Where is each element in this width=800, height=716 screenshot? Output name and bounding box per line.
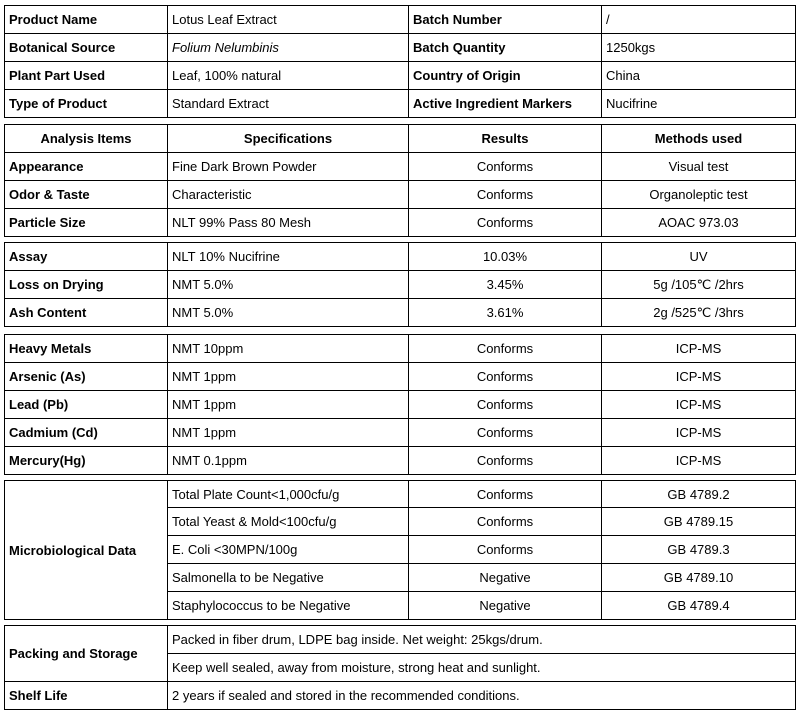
row-method: ICP-MS <box>602 335 796 363</box>
row-spec: NMT 0.1ppm <box>168 447 409 475</box>
plant-part-label: Plant Part Used <box>5 62 168 90</box>
table-row <box>5 335 796 363</box>
table-row <box>5 481 796 508</box>
markers-value: Nucifrine <box>602 90 796 118</box>
row-result: Conforms <box>409 209 602 237</box>
row-method: 2g /525℃ /3hrs <box>602 299 796 327</box>
row-spec: NLT 10% Nucifrine <box>168 243 409 271</box>
batch-quantity-label: Batch Quantity <box>409 34 602 62</box>
batch-number-label: Batch Number <box>409 6 602 34</box>
column-header-row <box>5 125 796 153</box>
packing-storage-label: Packing and Storage <box>5 626 168 682</box>
table-row <box>5 6 796 34</box>
row-item: Assay <box>5 243 168 271</box>
batch-number-value: / <box>602 6 796 34</box>
row-result: Conforms <box>409 335 602 363</box>
col-results: Results <box>409 125 602 153</box>
product-name-value: Lotus Leaf Extract <box>168 6 409 34</box>
table-row <box>5 299 796 327</box>
row-result: Negative <box>409 564 602 592</box>
row-method: ICP-MS <box>602 447 796 475</box>
micro-label: Microbiological Data <box>5 481 168 620</box>
row-spec: NMT 10ppm <box>168 335 409 363</box>
product-name-label: Product Name <box>5 6 168 34</box>
row-spec: Characteristic <box>168 181 409 209</box>
col-analysis-items: Analysis Items <box>5 125 168 153</box>
row-method: GB 4789.2 <box>602 481 796 508</box>
table-row <box>5 153 796 181</box>
row-spec: Staphylococcus to be Negative <box>168 592 409 620</box>
row-spec: NMT 5.0% <box>168 271 409 299</box>
row-method: GB 4789.15 <box>602 508 796 536</box>
row-result: Conforms <box>409 536 602 564</box>
table-row <box>5 419 796 447</box>
col-specifications: Specifications <box>168 125 409 153</box>
row-spec: Fine Dark Brown Powder <box>168 153 409 181</box>
row-result: Conforms <box>409 447 602 475</box>
row-method: ICP-MS <box>602 363 796 391</box>
row-method: ICP-MS <box>602 391 796 419</box>
country-value: China <box>602 62 796 90</box>
table-row <box>5 243 796 271</box>
row-method: AOAC 973.03 <box>602 209 796 237</box>
row-result: 3.45% <box>409 271 602 299</box>
table-row <box>5 626 796 654</box>
row-spec: Salmonella to be Negative <box>168 564 409 592</box>
row-item: Mercury(Hg) <box>5 447 168 475</box>
table-row <box>5 181 796 209</box>
row-result: Conforms <box>409 419 602 447</box>
shelf-life-text: 2 years if sealed and stored in the recommended conditions. <box>168 682 796 710</box>
table-row <box>5 209 796 237</box>
heavy-metals-table <box>4 334 796 475</box>
row-item: Ash Content <box>5 299 168 327</box>
table-row <box>5 682 796 710</box>
row-result: Conforms <box>409 153 602 181</box>
row-item: Loss on Drying <box>5 271 168 299</box>
storage-text: Keep well sealed, away from moisture, strong heat and sunlight. <box>168 654 796 682</box>
row-method: Visual test <box>602 153 796 181</box>
row-spec: Total Plate Count<1,000cfu/g <box>168 481 409 508</box>
product-type-value: Standard Extract <box>168 90 409 118</box>
microbiological-table <box>4 480 796 620</box>
row-spec: NMT 1ppm <box>168 391 409 419</box>
country-label: Country of Origin <box>409 62 602 90</box>
row-result: Conforms <box>409 363 602 391</box>
table-row <box>5 447 796 475</box>
row-result: Negative <box>409 592 602 620</box>
table-row <box>5 363 796 391</box>
row-method: ICP-MS <box>602 419 796 447</box>
physical-analysis-table <box>4 124 796 237</box>
row-result: 10.03% <box>409 243 602 271</box>
botanical-source-value: Folium Nelumbinis <box>168 34 409 62</box>
botanical-source-label: Botanical Source <box>5 34 168 62</box>
shelf-life-label: Shelf Life <box>5 682 168 710</box>
row-result: Conforms <box>409 181 602 209</box>
row-item: Cadmium (Cd) <box>5 419 168 447</box>
row-method: 5g /105℃ /2hrs <box>602 271 796 299</box>
row-spec: E. Coli <30MPN/100g <box>168 536 409 564</box>
batch-quantity-value: 1250kgs <box>602 34 796 62</box>
markers-label: Active Ingredient Markers <box>409 90 602 118</box>
row-method: GB 4789.4 <box>602 592 796 620</box>
table-row <box>5 391 796 419</box>
packing-text: Packed in fiber drum, LDPE bag inside. Net weight: 25kgs/drum. <box>168 626 796 654</box>
table-row <box>5 90 796 118</box>
row-method: GB 4789.10 <box>602 564 796 592</box>
row-method: Organoleptic test <box>602 181 796 209</box>
plant-part-value: Leaf, 100% natural <box>168 62 409 90</box>
row-result: Conforms <box>409 508 602 536</box>
table-row <box>5 62 796 90</box>
storage-table <box>4 625 796 710</box>
row-result: 3.61% <box>409 299 602 327</box>
row-result: Conforms <box>409 481 602 508</box>
row-item: Particle Size <box>5 209 168 237</box>
row-item: Appearance <box>5 153 168 181</box>
col-methods: Methods used <box>602 125 796 153</box>
row-spec: NMT 1ppm <box>168 363 409 391</box>
row-method: UV <box>602 243 796 271</box>
row-item: Lead (Pb) <box>5 391 168 419</box>
product-info-table <box>4 5 796 118</box>
row-item: Heavy Metals <box>5 335 168 363</box>
row-spec: NMT 1ppm <box>168 419 409 447</box>
row-spec: NMT 5.0% <box>168 299 409 327</box>
table-row <box>5 271 796 299</box>
row-spec: Total Yeast & Mold<100cfu/g <box>168 508 409 536</box>
row-spec: NLT 99% Pass 80 Mesh <box>168 209 409 237</box>
product-type-label: Type of Product <box>5 90 168 118</box>
row-result: Conforms <box>409 391 602 419</box>
row-method: GB 4789.3 <box>602 536 796 564</box>
table-row <box>5 34 796 62</box>
row-item: Odor & Taste <box>5 181 168 209</box>
chemical-analysis-table <box>4 242 796 327</box>
row-item: Arsenic (As) <box>5 363 168 391</box>
